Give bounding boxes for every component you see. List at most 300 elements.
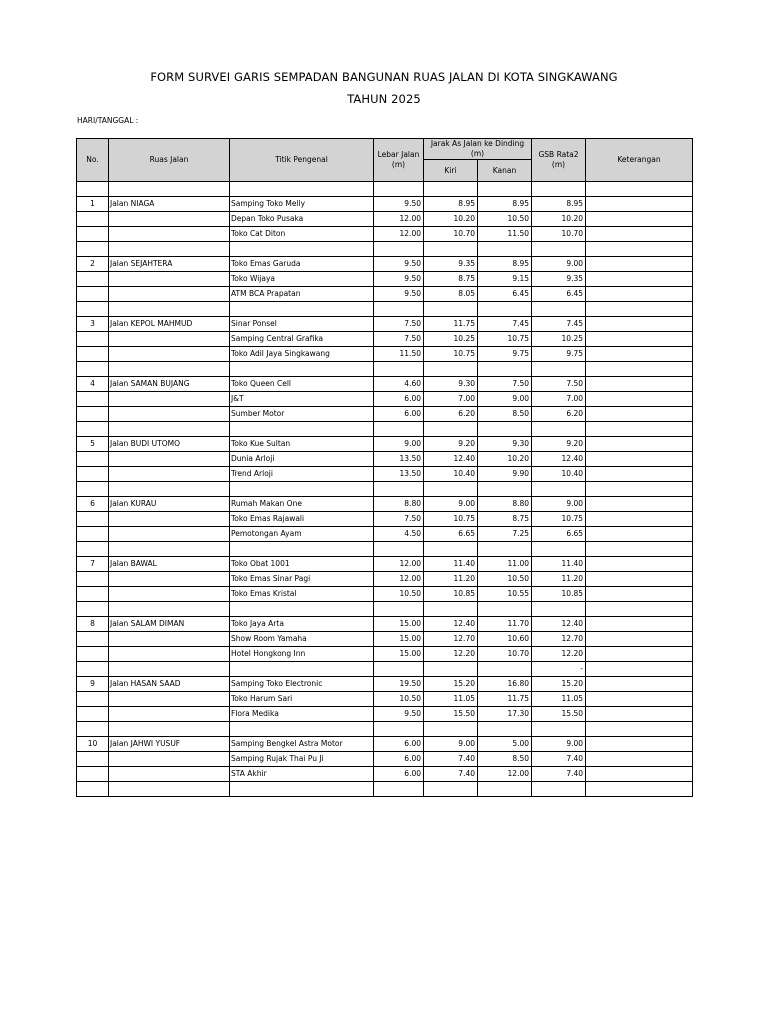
- cell-gsb: 10.25: [532, 332, 586, 347]
- cell-lebar-jalan: [374, 602, 424, 617]
- cell-ruas-jalan: [109, 482, 230, 497]
- cell-no: [77, 572, 109, 587]
- cell-keterangan: [586, 707, 693, 722]
- cell-keterangan: [586, 482, 693, 497]
- cell-ruas-jalan: [109, 647, 230, 662]
- table-body: [77, 182, 693, 797]
- cell-gsb: 10.70: [532, 227, 586, 242]
- cell-kiri: 15.20: [424, 677, 478, 692]
- cell-lebar-jalan: 12.00: [374, 557, 424, 572]
- cell-kanan: 11.00: [478, 557, 532, 572]
- cell-keterangan: [586, 512, 693, 527]
- cell-gsb: [532, 362, 586, 377]
- cell-kanan: 7.45: [478, 317, 532, 332]
- cell-gsb: 12.40: [532, 452, 586, 467]
- cell-no: [77, 467, 109, 482]
- cell-keterangan: [586, 302, 693, 317]
- cell-titik-pengenal: [230, 362, 374, 377]
- cell-titik-pengenal: Samping Bengkel Astra Motor: [230, 737, 374, 752]
- table-row: [77, 662, 693, 677]
- cell-no: [77, 542, 109, 557]
- cell-keterangan: [586, 737, 693, 752]
- cell-kanan: 10.70: [478, 647, 532, 662]
- cell-no: 9: [77, 677, 109, 692]
- cell-gsb: [532, 182, 586, 197]
- table-row: [77, 587, 693, 602]
- cell-keterangan: [586, 677, 693, 692]
- cell-kanan: 5.00: [478, 737, 532, 752]
- cell-kiri: 8.95: [424, 197, 478, 212]
- table-row: [77, 212, 693, 227]
- cell-kiri: [424, 602, 478, 617]
- cell-kiri: 12.40: [424, 452, 478, 467]
- cell-no: [77, 647, 109, 662]
- table-row: [77, 557, 693, 572]
- cell-no: [77, 362, 109, 377]
- cell-lebar-jalan: 15.00: [374, 632, 424, 647]
- cell-no: 3: [77, 317, 109, 332]
- cell-titik-pengenal: [230, 422, 374, 437]
- cell-kanan: 8.75: [478, 512, 532, 527]
- cell-no: [77, 662, 109, 677]
- cell-titik-pengenal: Samping Rujak Thai Pu Ji: [230, 752, 374, 767]
- form-title: FORM SURVEI GARIS SEMPADAN BANGUNAN RUAS JALAN DI KOTA SINGKAWANG: [150, 70, 618, 84]
- table-row: [77, 752, 693, 767]
- cell-kanan: 9.00: [478, 392, 532, 407]
- cell-kiri: [424, 422, 478, 437]
- date-label: HARI/TANGGAL :: [77, 116, 139, 125]
- header-gsb: GSB Rata2 (m): [532, 139, 586, 182]
- cell-gsb: [532, 542, 586, 557]
- cell-keterangan: [586, 782, 693, 797]
- cell-no: [77, 212, 109, 227]
- cell-no: [77, 752, 109, 767]
- cell-ruas-jalan: Jalan SAMAN BUJANG: [109, 377, 230, 392]
- cell-kanan: [478, 302, 532, 317]
- cell-no: [77, 347, 109, 362]
- cell-keterangan: [586, 317, 693, 332]
- cell-keterangan: [586, 242, 693, 257]
- cell-kiri: [424, 362, 478, 377]
- cell-gsb: [532, 722, 586, 737]
- cell-no: [77, 767, 109, 782]
- table-row: [77, 467, 693, 482]
- cell-lebar-jalan: [374, 242, 424, 257]
- cell-kiri: 6.65: [424, 527, 478, 542]
- cell-kiri: 10.70: [424, 227, 478, 242]
- cell-lebar-jalan: 10.50: [374, 587, 424, 602]
- cell-ruas-jalan: [109, 452, 230, 467]
- cell-titik-pengenal: [230, 782, 374, 797]
- cell-ruas-jalan: [109, 347, 230, 362]
- cell-ruas-jalan: [109, 227, 230, 242]
- cell-kanan: 8.95: [478, 197, 532, 212]
- cell-titik-pengenal: Toko Jaya Arta: [230, 617, 374, 632]
- cell-kiri: 7.00: [424, 392, 478, 407]
- cell-lebar-jalan: 13.50: [374, 467, 424, 482]
- cell-no: 2: [77, 257, 109, 272]
- cell-ruas-jalan: [109, 182, 230, 197]
- cell-titik-pengenal: ATM BCA Prapatan: [230, 287, 374, 302]
- cell-keterangan: [586, 287, 693, 302]
- cell-ruas-jalan: [109, 632, 230, 647]
- cell-keterangan: [586, 197, 693, 212]
- cell-lebar-jalan: 9.50: [374, 707, 424, 722]
- cell-gsb: 7.00: [532, 392, 586, 407]
- cell-no: [77, 452, 109, 467]
- header-lebar-jalan: Lebar Jalan (m): [374, 139, 424, 182]
- cell-titik-pengenal: Toko Obat 1001: [230, 557, 374, 572]
- cell-lebar-jalan: 4.60: [374, 377, 424, 392]
- cell-titik-pengenal: Toko Adil Jaya Singkawang: [230, 347, 374, 362]
- cell-kanan: [478, 422, 532, 437]
- table-row: [77, 392, 693, 407]
- cell-keterangan: [586, 647, 693, 662]
- cell-gsb: 11.05: [532, 692, 586, 707]
- cell-no: [77, 527, 109, 542]
- table-row: [77, 377, 693, 392]
- cell-lebar-jalan: [374, 482, 424, 497]
- cell-no: [77, 182, 109, 197]
- cell-kiri: 6.20: [424, 407, 478, 422]
- cell-titik-pengenal: Toko Emas Kristal: [230, 587, 374, 602]
- table-row: [77, 422, 693, 437]
- cell-kiri: 9.00: [424, 497, 478, 512]
- cell-ruas-jalan: [109, 302, 230, 317]
- cell-keterangan: [586, 542, 693, 557]
- cell-keterangan: [586, 587, 693, 602]
- cell-titik-pengenal: Samping Toko Electronic: [230, 677, 374, 692]
- cell-kanan: 9.30: [478, 437, 532, 452]
- cell-titik-pengenal: Show Room Yamaha: [230, 632, 374, 647]
- cell-kanan: 7.50: [478, 377, 532, 392]
- cell-no: 10: [77, 737, 109, 752]
- cell-ruas-jalan: [109, 212, 230, 227]
- cell-ruas-jalan: [109, 542, 230, 557]
- cell-ruas-jalan: [109, 767, 230, 782]
- cell-titik-pengenal: Sinar Ponsel: [230, 317, 374, 332]
- cell-no: [77, 302, 109, 317]
- cell-ruas-jalan: [109, 392, 230, 407]
- cell-kanan: 10.20: [478, 452, 532, 467]
- cell-ruas-jalan: [109, 467, 230, 482]
- cell-kiri: 10.85: [424, 587, 478, 602]
- cell-lebar-jalan: 9.50: [374, 272, 424, 287]
- cell-ruas-jalan: [109, 512, 230, 527]
- table-row: [77, 182, 693, 197]
- cell-ruas-jalan: [109, 407, 230, 422]
- cell-gsb: 10.20: [532, 212, 586, 227]
- cell-no: [77, 602, 109, 617]
- cell-kanan: 11.50: [478, 227, 532, 242]
- cell-kiri: 12.70: [424, 632, 478, 647]
- cell-titik-pengenal: Hotel Hongkong Inn: [230, 647, 374, 662]
- cell-kanan: 8.80: [478, 497, 532, 512]
- cell-kiri: [424, 242, 478, 257]
- cell-keterangan: [586, 602, 693, 617]
- cell-kanan: [478, 662, 532, 677]
- cell-titik-pengenal: Toko Emas Sinar Pagi: [230, 572, 374, 587]
- cell-lebar-jalan: 6.00: [374, 407, 424, 422]
- cell-keterangan: [586, 452, 693, 467]
- cell-kiri: 11.40: [424, 557, 478, 572]
- cell-gsb: 12.70: [532, 632, 586, 647]
- cell-gsb: 15.20: [532, 677, 586, 692]
- cell-kanan: [478, 602, 532, 617]
- cell-kiri: 7.40: [424, 767, 478, 782]
- cell-no: 1: [77, 197, 109, 212]
- cell-gsb: 10.40: [532, 467, 586, 482]
- cell-kanan: 10.50: [478, 212, 532, 227]
- cell-ruas-jalan: [109, 692, 230, 707]
- cell-ruas-jalan: [109, 602, 230, 617]
- cell-titik-pengenal: Dunia Arloji: [230, 452, 374, 467]
- cell-no: [77, 272, 109, 287]
- cell-ruas-jalan: Jalan BAWAL: [109, 557, 230, 572]
- table-row: [77, 512, 693, 527]
- cell-no: [77, 242, 109, 257]
- cell-titik-pengenal: [230, 662, 374, 677]
- cell-keterangan: [586, 392, 693, 407]
- cell-keterangan: [586, 767, 693, 782]
- cell-gsb: 9.35: [532, 272, 586, 287]
- cell-ruas-jalan: [109, 782, 230, 797]
- cell-titik-pengenal: Rumah Makan One: [230, 497, 374, 512]
- table-row: [77, 227, 693, 242]
- cell-lebar-jalan: 7.50: [374, 332, 424, 347]
- cell-keterangan: [586, 182, 693, 197]
- cell-no: [77, 422, 109, 437]
- cell-no: [77, 392, 109, 407]
- cell-ruas-jalan: [109, 242, 230, 257]
- cell-kanan: 8.50: [478, 752, 532, 767]
- cell-titik-pengenal: Depan Toko Pusaka: [230, 212, 374, 227]
- cell-titik-pengenal: Toko Cat Diton: [230, 227, 374, 242]
- cell-ruas-jalan: [109, 362, 230, 377]
- cell-titik-pengenal: Toko Emas Rajawali: [230, 512, 374, 527]
- cell-keterangan: [586, 227, 693, 242]
- cell-lebar-jalan: 4.50: [374, 527, 424, 542]
- cell-no: [77, 407, 109, 422]
- table-row: [77, 602, 693, 617]
- cell-keterangan: [586, 362, 693, 377]
- cell-ruas-jalan: Jalan NIAGA: [109, 197, 230, 212]
- cell-titik-pengenal: Toko Harum Sari: [230, 692, 374, 707]
- cell-kiri: 10.25: [424, 332, 478, 347]
- cell-lebar-jalan: 9.50: [374, 257, 424, 272]
- cell-titik-pengenal: Toko Queen Cell: [230, 377, 374, 392]
- cell-keterangan: [586, 527, 693, 542]
- cell-titik-pengenal: [230, 182, 374, 197]
- cell-kanan: 10.50: [478, 572, 532, 587]
- cell-kanan: 11.75: [478, 692, 532, 707]
- cell-lebar-jalan: 9.50: [374, 287, 424, 302]
- cell-titik-pengenal: Samping Toko Melly: [230, 197, 374, 212]
- cell-gsb: 8.95: [532, 197, 586, 212]
- cell-ruas-jalan: [109, 707, 230, 722]
- cell-lebar-jalan: 6.00: [374, 392, 424, 407]
- cell-titik-pengenal: [230, 542, 374, 557]
- table-row: [77, 332, 693, 347]
- cell-no: [77, 632, 109, 647]
- cell-ruas-jalan: [109, 272, 230, 287]
- cell-lebar-jalan: 19.50: [374, 677, 424, 692]
- cell-keterangan: [586, 347, 693, 362]
- cell-titik-pengenal: Toko Wijaya: [230, 272, 374, 287]
- cell-kanan: [478, 542, 532, 557]
- cell-kiri: 9.20: [424, 437, 478, 452]
- cell-gsb: 11.20: [532, 572, 586, 587]
- cell-gsb: 10.85: [532, 587, 586, 602]
- cell-gsb: 9.20: [532, 437, 586, 452]
- cell-keterangan: [586, 617, 693, 632]
- cell-titik-pengenal: [230, 242, 374, 257]
- cell-titik-pengenal: Toko Kue Sultan: [230, 437, 374, 452]
- cell-kanan: 11.70: [478, 617, 532, 632]
- header-titik-pengenal: Titik Pengenal: [230, 139, 374, 182]
- cell-kiri: 7.40: [424, 752, 478, 767]
- cell-no: [77, 482, 109, 497]
- cell-kanan: [478, 482, 532, 497]
- cell-gsb: 7.45: [532, 317, 586, 332]
- cell-kanan: 6.45: [478, 287, 532, 302]
- table-row: [77, 482, 693, 497]
- table-row: [77, 257, 693, 272]
- cell-no: [77, 707, 109, 722]
- cell-kanan: 8.95: [478, 257, 532, 272]
- cell-gsb: 6.45: [532, 287, 586, 302]
- cell-no: [77, 722, 109, 737]
- cell-keterangan: [586, 332, 693, 347]
- cell-gsb: [532, 302, 586, 317]
- table-row: [77, 407, 693, 422]
- cell-lebar-jalan: 7.50: [374, 512, 424, 527]
- cell-lebar-jalan: 12.00: [374, 212, 424, 227]
- cell-titik-pengenal: [230, 722, 374, 737]
- cell-ruas-jalan: Jalan SEJAHTERA: [109, 257, 230, 272]
- cell-kanan: [478, 362, 532, 377]
- cell-titik-pengenal: Pemotongan Ayam: [230, 527, 374, 542]
- cell-no: [77, 512, 109, 527]
- cell-lebar-jalan: 13.50: [374, 452, 424, 467]
- cell-kanan: 9.75: [478, 347, 532, 362]
- cell-titik-pengenal: Toko Emas Garuda: [230, 257, 374, 272]
- cell-gsb: [532, 602, 586, 617]
- cell-gsb: 6.65: [532, 527, 586, 542]
- cell-gsb: 9.00: [532, 737, 586, 752]
- table-row: [77, 197, 693, 212]
- cell-titik-pengenal: Flora Medika: [230, 707, 374, 722]
- cell-no: [77, 287, 109, 302]
- cell-lebar-jalan: 9.00: [374, 437, 424, 452]
- cell-ruas-jalan: [109, 332, 230, 347]
- cell-gsb: 7.40: [532, 767, 586, 782]
- cell-kanan: 9.15: [478, 272, 532, 287]
- table-row: [77, 497, 693, 512]
- cell-lebar-jalan: 15.00: [374, 647, 424, 662]
- cell-kanan: [478, 782, 532, 797]
- cell-gsb: [532, 242, 586, 257]
- cell-lebar-jalan: [374, 302, 424, 317]
- cell-kiri: 8.75: [424, 272, 478, 287]
- cell-kanan: 12.00: [478, 767, 532, 782]
- cell-kanan: 16.80: [478, 677, 532, 692]
- cell-kiri: 15.50: [424, 707, 478, 722]
- cell-keterangan: [586, 257, 693, 272]
- cell-kiri: 9.30: [424, 377, 478, 392]
- cell-kiri: 10.20: [424, 212, 478, 227]
- cell-titik-pengenal: J&T: [230, 392, 374, 407]
- cell-lebar-jalan: [374, 782, 424, 797]
- cell-gsb: 9.75: [532, 347, 586, 362]
- cell-gsb: 15.50: [532, 707, 586, 722]
- cell-lebar-jalan: [374, 722, 424, 737]
- cell-keterangan: [586, 557, 693, 572]
- cell-kanan: 9.90: [478, 467, 532, 482]
- cell-kiri: [424, 302, 478, 317]
- cell-keterangan: [586, 467, 693, 482]
- cell-kanan: [478, 242, 532, 257]
- cell-gsb: [532, 782, 586, 797]
- cell-kiri: 10.75: [424, 347, 478, 362]
- table-row: [77, 692, 693, 707]
- cell-kiri: 9.35: [424, 257, 478, 272]
- cell-lebar-jalan: 12.00: [374, 572, 424, 587]
- survey-table: [76, 138, 693, 797]
- cell-kiri: [424, 722, 478, 737]
- cell-lebar-jalan: 10.50: [374, 692, 424, 707]
- cell-lebar-jalan: 11.50: [374, 347, 424, 362]
- cell-kiri: [424, 542, 478, 557]
- cell-ruas-jalan: [109, 752, 230, 767]
- cell-titik-pengenal: [230, 482, 374, 497]
- cell-kanan: 17.30: [478, 707, 532, 722]
- cell-kiri: 11.05: [424, 692, 478, 707]
- cell-lebar-jalan: 7.50: [374, 317, 424, 332]
- cell-lebar-jalan: 6.00: [374, 767, 424, 782]
- cell-ruas-jalan: [109, 422, 230, 437]
- cell-kiri: 11.75: [424, 317, 478, 332]
- cell-titik-pengenal: Trend Arloji: [230, 467, 374, 482]
- cell-gsb: [532, 482, 586, 497]
- cell-titik-pengenal: STA Akhir: [230, 767, 374, 782]
- table-row: [77, 287, 693, 302]
- cell-kiri: 10.75: [424, 512, 478, 527]
- cell-gsb: -: [532, 662, 586, 677]
- cell-kanan: 10.55: [478, 587, 532, 602]
- cell-ruas-jalan: [109, 722, 230, 737]
- cell-no: 7: [77, 557, 109, 572]
- cell-titik-pengenal: Sumber Motor: [230, 407, 374, 422]
- cell-ruas-jalan: Jalan SALAM DIMAN: [109, 617, 230, 632]
- cell-keterangan: [586, 497, 693, 512]
- cell-kiri: [424, 482, 478, 497]
- table-row: [77, 677, 693, 692]
- cell-no: [77, 332, 109, 347]
- cell-keterangan: [586, 692, 693, 707]
- cell-no: [77, 782, 109, 797]
- cell-ruas-jalan: Jalan KURAU: [109, 497, 230, 512]
- cell-no: [77, 587, 109, 602]
- cell-titik-pengenal: [230, 302, 374, 317]
- header-keterangan: Keterangan: [586, 139, 693, 182]
- cell-kiri: 12.40: [424, 617, 478, 632]
- cell-ruas-jalan: [109, 572, 230, 587]
- cell-lebar-jalan: [374, 662, 424, 677]
- cell-titik-pengenal: Samping Central Grafika: [230, 332, 374, 347]
- table-row: [77, 737, 693, 752]
- table-row: [77, 347, 693, 362]
